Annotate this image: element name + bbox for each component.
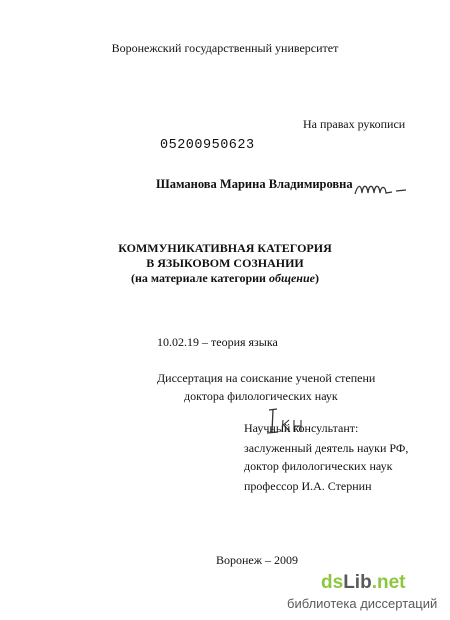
dissertation-line-1: Диссертация на соискание ученой степени xyxy=(157,371,376,385)
watermark-subtitle: библиотека диссертаций xyxy=(287,596,438,611)
consultant-line-2: доктор филологических наук xyxy=(244,459,393,473)
title-line-2: В ЯЗЫКОВОМ СОЗНАНИИ xyxy=(146,256,304,270)
title-line-1: КОММУНИКАТИВНАЯ КАТЕГОРИЯ xyxy=(118,241,332,255)
registration-number: 05200950623 xyxy=(160,138,255,153)
logo-ds: ds xyxy=(321,572,344,593)
dissertation-line-2: доктора филологических наук xyxy=(184,389,338,403)
dslib-logo xyxy=(321,572,405,594)
university-name: Воронежский государственный университет xyxy=(111,41,339,55)
consultant-label: Научный консультант: xyxy=(244,421,359,435)
logo-lib: Lib xyxy=(343,572,372,593)
consultant-line-1: заслуженный деятель науки РФ, xyxy=(244,441,409,455)
title-line-3-prefix: (на материале категории xyxy=(131,271,269,285)
title-line-3-italic: общение xyxy=(268,271,315,285)
manuscript-note: На правах рукописи xyxy=(303,117,406,131)
consultant-line-3: профессор И.А. Стернин xyxy=(244,479,372,493)
handwritten-mark xyxy=(352,178,412,202)
specialty: 10.02.19 – теория языка xyxy=(157,335,278,349)
title-line-3 xyxy=(0,271,450,285)
author-name: Шаманова Марина Владимировна xyxy=(156,177,353,191)
logo-net: .net xyxy=(371,572,406,593)
city-year: Воронеж – 2009 xyxy=(216,553,299,567)
title-line-3-suffix: ) xyxy=(314,271,319,285)
